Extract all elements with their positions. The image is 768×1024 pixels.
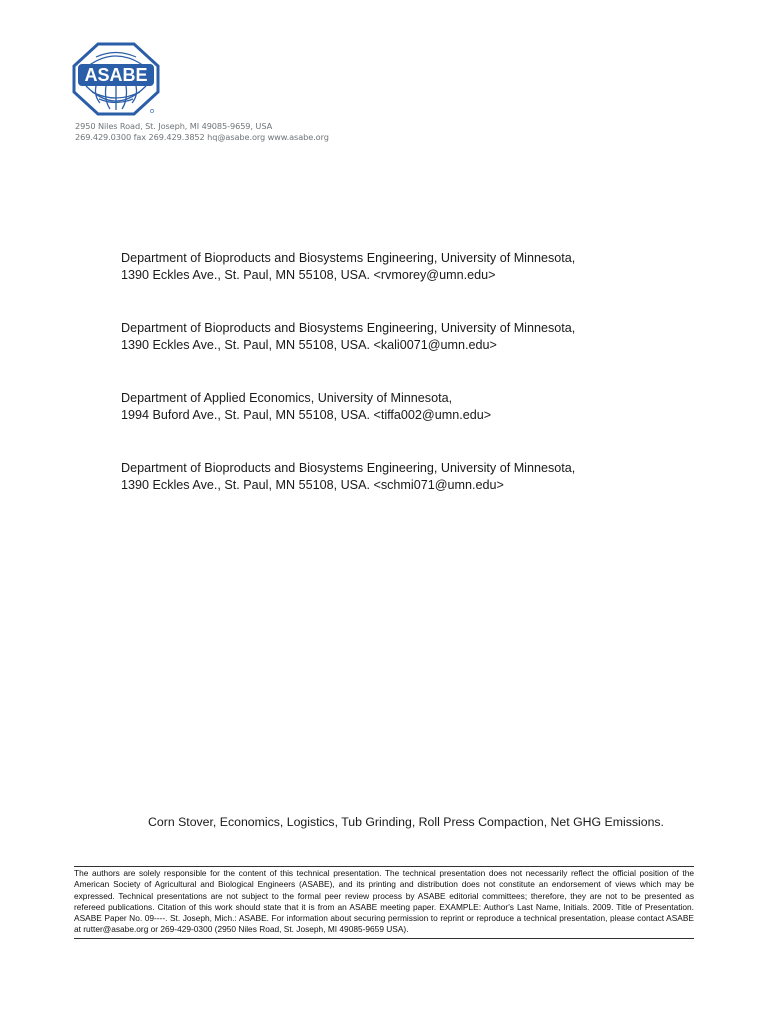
affiliation-3	[121, 390, 681, 424]
affiliation-2	[121, 320, 681, 354]
affiliation-department: Department of Bioproducts and Biosystems Engineering, University of Minnesota,	[121, 321, 576, 335]
affiliation-address: 1390 Eckles Ave., St. Paul, MN 55108, USA. <kali0071@umn.edu>	[121, 338, 497, 352]
letterhead-address: 2950 Niles Road, St. Joseph, MI 49085-9659, USA	[75, 121, 273, 131]
affiliation-department: Department of Bioproducts and Biosystems Engineering, University of Minnesota,	[121, 461, 576, 475]
letterhead	[70, 42, 336, 144]
keywords: Corn Stover, Economics, Logistics, Tub Grinding, Roll Press Compaction, Net GHG Emissions.	[148, 815, 664, 829]
affiliation-department: Department of Bioproducts and Biosystems Engineering, University of Minnesota,	[121, 251, 576, 265]
affiliation-address: 1994 Buford Ave., St. Paul, MN 55108, USA. <tiffa002@umn.edu>	[121, 408, 492, 422]
affiliation-4	[121, 460, 681, 494]
affiliation-address: 1390 Eckles Ave., St. Paul, MN 55108, USA. <rvmorey@umn.edu>	[121, 268, 496, 282]
affiliation-1	[121, 250, 681, 284]
affiliation-department: Department of Applied Economics, University of Minnesota,	[121, 391, 453, 405]
asabe-logo	[72, 42, 160, 116]
affiliation-address: 1390 Eckles Ave., St. Paul, MN 55108, USA. <schmi071@umn.edu>	[121, 478, 504, 492]
logo-text: ASABE	[84, 65, 148, 85]
disclaimer-text: The authors are solely responsible for the content of this technical presentation. The technical presentation does not necessarily reflect the official position of the American Society of Agricultural and Biological Engineers (ASABE), and its printing and distribution does not constitute an endorsement of views which may be expressed. Technical presentations are not subject to the formal peer review process by ASABE editorial committees; therefore, they are not to be presented as refereed publications. Citation of this work should state that it is from an ASABE meeting paper. EXAMPLE: Author's Last Name, Initials. 2009. Title of Presentation. ASABE Paper No. 09----. St. Joseph, Mich.: ASABE. For information about securing permission to reprint or reproduce a technical presentation, please contact ASABE at rutter@asabe.org or 269-429-0300 (2950 Niles Road, St. Joseph, MI 49085-9659 USA).	[74, 868, 694, 935]
letterhead-contact: 269.429.0300 fax 269.429.3852 hq@asabe.org www.asabe.org	[75, 132, 329, 142]
disclaimer-box	[74, 866, 694, 939]
